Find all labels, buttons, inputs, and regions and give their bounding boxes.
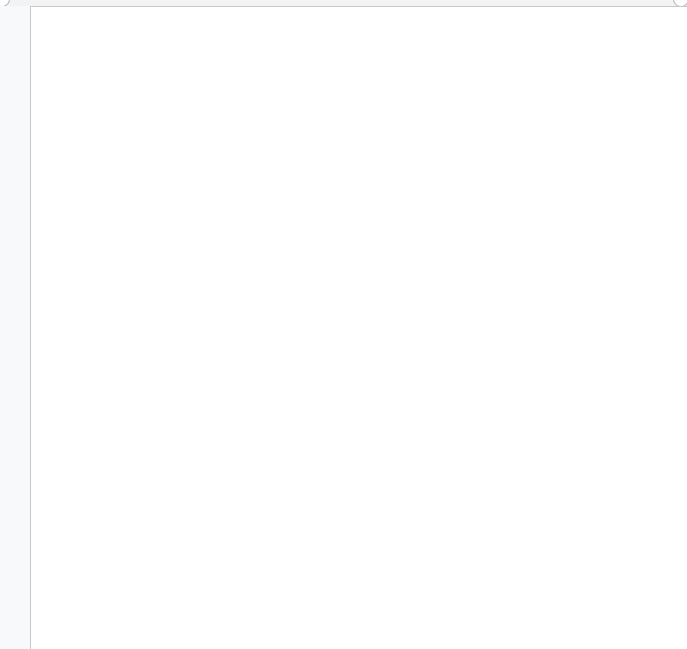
row-header-column [0, 6, 31, 649]
scroll-right-icon[interactable] [673, 0, 687, 7]
column-header-bar [0, 0, 687, 7]
